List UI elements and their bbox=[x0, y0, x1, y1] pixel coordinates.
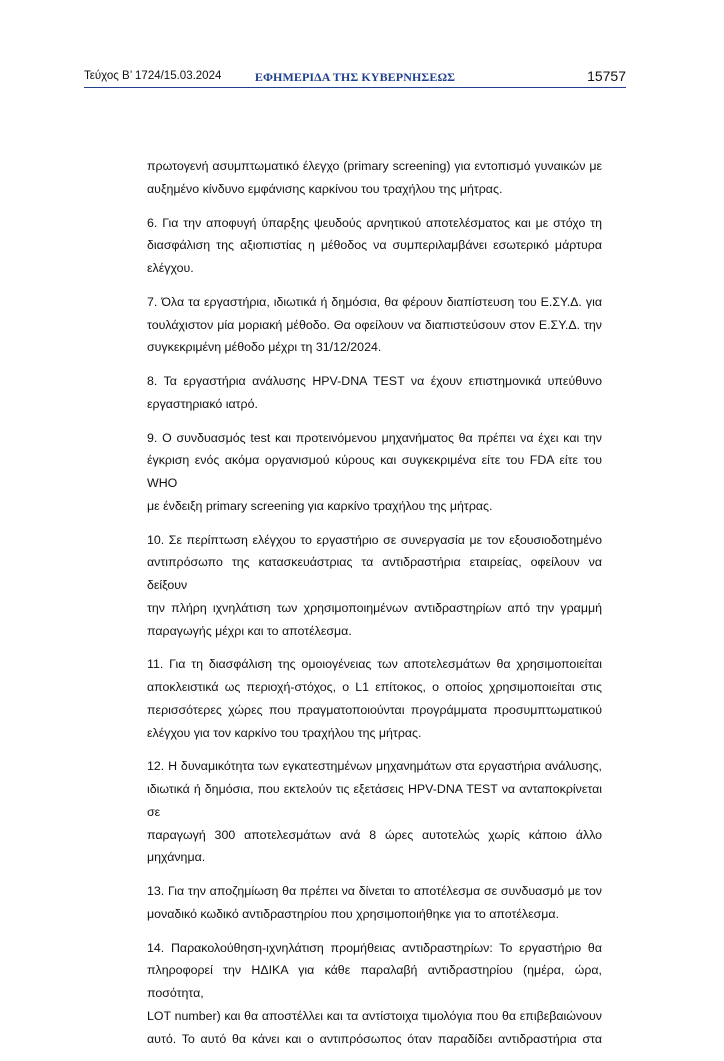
text-line: έγκριση ενός ακόμα οργανισμού κύρους και συγκεκριμένα είτε του FDA είτε του WHO bbox=[147, 453, 602, 491]
text-line: αποκλειστικά ως περιοχή-στόχος, ο L1 επίτοκος, ο οποίος χρησιμοποιείται στις bbox=[147, 680, 602, 695]
text-line: περισσότερες χώρες που πραγματοποιούνται προγράμματα προσυμπτωματικού bbox=[147, 702, 602, 717]
text-line: πρωτογενή ασυμπτωματικό έλεγχο (primary screening) για εντοπισμό γυναικών με bbox=[147, 159, 602, 173]
text-line: 14. Παρακολούθηση-ιχνηλάτιση προμήθειας αντιδραστηρίων: Το εργαστήριο θα bbox=[147, 940, 602, 955]
header-rule bbox=[84, 87, 626, 88]
text-line: 7. Όλα τα εργαστήρια, ιδιωτικά ή δημόσια, θα φέρουν διαπίστευση του Ε.ΣΥ.Δ. για bbox=[147, 294, 602, 309]
paragraph bbox=[147, 653, 602, 744]
text-line: αντιπρόσωπο της κατασκευάστριας τα αντιδραστήρια εταιρείας, οφείλουν να δείξουν bbox=[147, 555, 602, 593]
text-line: 11. Για τη διασφάλιση της ομοιογένειας των αποτελεσμάτων θα χρησιμοποιείται bbox=[147, 657, 602, 672]
text-line: μοναδικό κωδικό αντιδραστηρίου που χρησιμοποιήθηκε για το αποτέλεσμα. bbox=[147, 906, 560, 921]
text-line: αυτό. Το αυτό θα κάνει και ο αντιπρόσωπος όταν παραδίδει αντιδραστήρια στα bbox=[147, 1031, 602, 1046]
paragraph bbox=[147, 427, 602, 518]
document-body bbox=[147, 155, 602, 1061]
text-line: 13. Για την αποζημίωση θα πρέπει να δίνεται το αποτέλεσμα σε συνδυασμό με τον bbox=[147, 884, 602, 899]
page-header bbox=[84, 66, 626, 88]
issue-label: Τεύχος Β’ 1724/15.03.2024 bbox=[84, 70, 222, 82]
text-line: εργαστηριακό ιατρό. bbox=[147, 396, 258, 411]
text-line: τουλάχιστον μία μοριακή μέθοδο. Θα οφείλουν να διαπιστεύσουν στον Ε.ΣΥ.Δ. την bbox=[147, 317, 602, 332]
text-line: την πλήρη ιχνηλάτιση των χρησιμοποιημένων αντιδραστηρίων από την γραμμή bbox=[147, 600, 602, 615]
paragraph bbox=[147, 755, 602, 869]
paragraph bbox=[147, 529, 602, 643]
text-line: παραγωγή 300 αποτελεσμάτων ανά 8 ώρες αυτοτελώς χωρίς κάποιο άλλο μηχάνημα. bbox=[147, 827, 602, 865]
paragraph bbox=[147, 880, 602, 925]
text-line: διασφάλιση της αξιοπιστίας η μέθοδος να συμπεριλαμβάνει εσωτερικό μάρτυρα bbox=[147, 238, 602, 253]
paragraph bbox=[147, 370, 602, 415]
page-number: 15757 bbox=[587, 68, 626, 84]
text-line: LOT number) και θα αποστέλλει και τα αντίστοιχα τιμολόγια που θα επιβεβαιώνουν bbox=[147, 1008, 602, 1023]
text-line: 9. Ο συνδυασμός test και προτεινόμενου μηχανήματος θα πρέπει να έχει και την bbox=[147, 430, 602, 445]
text-line: παραγωγής μέχρι και το αποτέλεσμα. bbox=[147, 623, 352, 638]
text-line: 8. Τα εργαστήρια ανάλυσης HPV-DNA TEST να έχουν επιστημονικά υπεύθυνο bbox=[147, 374, 602, 389]
text-line: πληροφορεί την ΗΔΙΚΑ για κάθε παραλαβή αντιδραστηρίου (ημέρα, ώρα, ποσότητα, bbox=[147, 963, 602, 1001]
text-line: με ένδειξη primary screening για καρκίνο τραχήλου της μήτρας. bbox=[147, 498, 493, 513]
text-line: 6. Για την αποφυγή ύπαρξης ψευδούς αρνητικού αποτελέσματος και με στόχο τη bbox=[147, 215, 602, 230]
gazette-title: ΕΦΗΜΕΡΙΔΑ ΤΗΣ ΚΥΒΕΡΝΗΣΕΩΣ bbox=[254, 70, 456, 84]
paragraph bbox=[147, 155, 602, 200]
paragraph bbox=[147, 937, 602, 1051]
text-line: συγκεκριμένη μέθοδο μέχρι τη 31/12/2024. bbox=[147, 340, 382, 355]
paragraph bbox=[147, 291, 602, 359]
text-line: αυξημένο κίνδυνο εμφάνισης καρκίνου του τραχήλου της μήτρας. bbox=[147, 181, 503, 196]
paragraph bbox=[147, 212, 602, 280]
text-line: ελέγχου. bbox=[147, 261, 194, 275]
text-line: 10. Σε περίπτωση ελέγχου το εργαστήριο σε συνεργασία με τον εξουσιοδοτημένο bbox=[147, 532, 602, 547]
text-line: ιδιωτικά ή δημόσια, που εκτελούν τις εξετάσεις HPV-DNA TEST να ανταποκρίνεται σε bbox=[147, 782, 602, 819]
text-line: ελέγχου για τον καρκίνο του τραχήλου της μήτρας. bbox=[147, 725, 422, 740]
text-line: 12. Η δυναμικότητα των εγκατεστημένων μηχανημάτων στα εργαστήρια ανάλυσης, bbox=[147, 759, 602, 774]
